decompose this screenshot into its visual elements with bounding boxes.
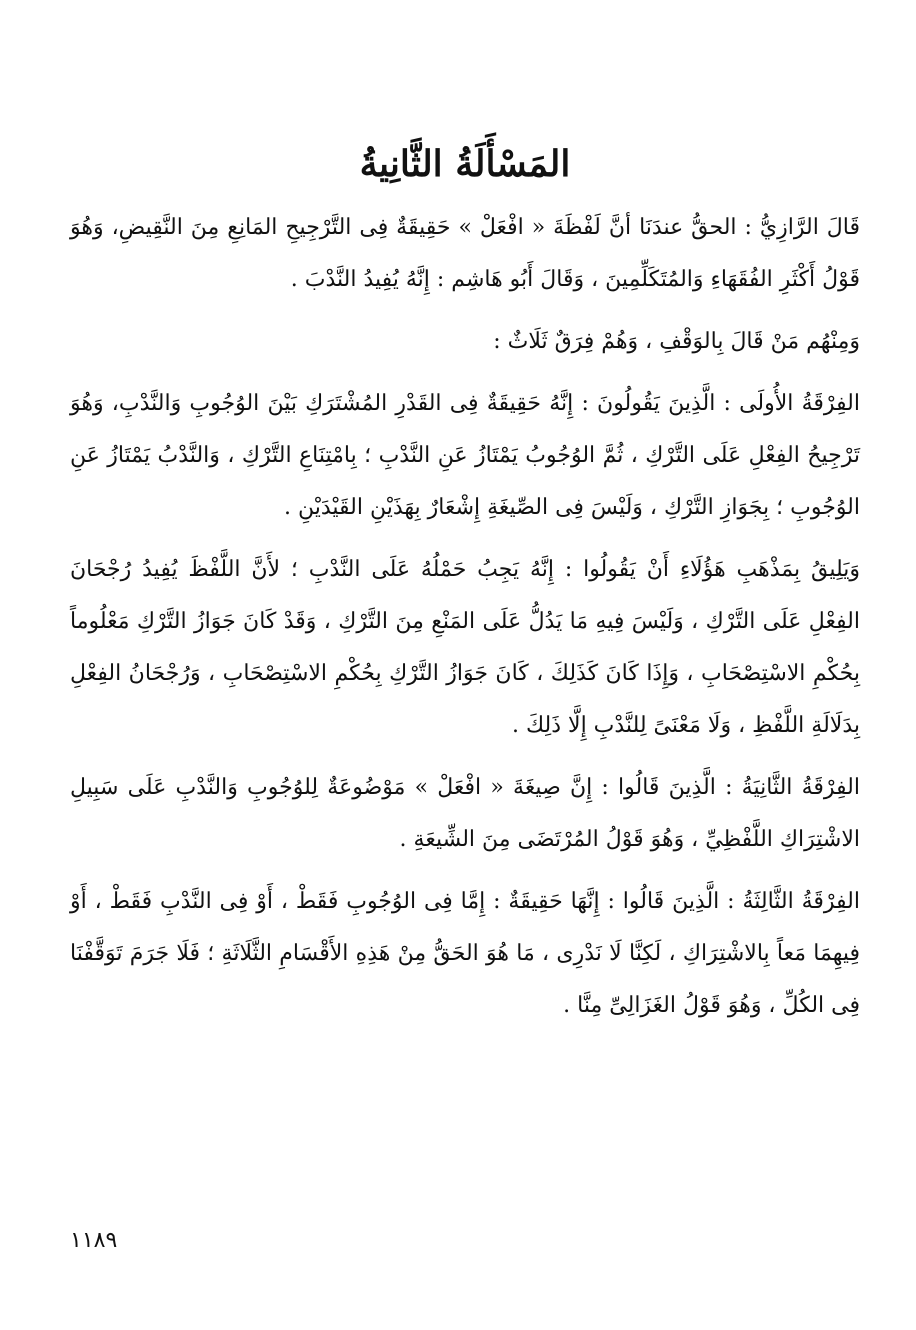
page-number: ١١٨٩ (70, 1228, 118, 1253)
paragraph-first-group-implication: وَيَلِيقُ بِمَذْهَبِ هَؤُلَاءِ أَنْ يَقُولُوا : إِنَّهُ يَجِبُ حَمْلُهُ عَلَى النَّدْبِ ؛ لأَنَّ اللَّفْظَ يُفِيدُ رُجْحَانَ الفِعْلِ عَلَى التَّرْكِ ، وَلَيْسَ فِيهِ مَا يَدُلُّ عَلَى المَنْعِ مِنَ التَّرْكِ ، وَقَدْ كَانَ جَوَازُ التَّرْكِ مَعْلُوماً بِحُكْمِ الاسْتِصْحَابِ ، وَإِذَا كَانَ كَذَلِكَ ، كَانَ جَوَازُ التَّرْكِ بِحُكْمِ الاسْتِصْحَابِ ، وَرُجْحَانُ الفِعْلِ بِدَلَالَةِ اللَّفْظِ ، وَلَا مَعْنَىً لِلنَّدْبِ إِلَّا ذَلِكَ . (70, 557, 861, 738)
paragraph-waqf-intro: وَمِنْهُم مَنْ قَالَ بِالوَقْفِ ، وَهُمْ فِرَقٌ ثَلَاثٌ : (493, 329, 860, 354)
paragraph-third-group: الفِرْقَةُ الثَّالِثَةُ : الَّذِينَ قَالُوا : إِنَّهَا حَقِيقَةٌ : إِمَّا فِى الوُجُوبِ فَقَطْ ، أَوْ فِى النَّدْبِ فَقَطْ ، أَوْ فِيهِمَا مَعاً بِالاشْتِرَاكِ ، لَكِنَّا لَا نَدْرِى ، مَا هُوَ الحَقُّ مِنْ هَذِهِ الأَقْسَامِ الثَّلَاثَةِ ؛ فَلَا جَرَمَ تَوَقَّفْنَا فِى الكُلِّ ، وَهُوَ قَوْلُ الغَزَالِىِّ مِنَّا . (70, 889, 860, 1018)
paragraph-second-group: الفِرْقَةُ الثَّانِيَةُ : الَّذِينَ قَالُوا : إِنَّ صِيغَةَ « افْعَلْ » مَوْضُوعَةٌ لِلوُجُوبِ وَالنَّدْبِ عَلَى سَبِيلِ الاشْتِرَاكِ اللَّفْظِيِّ ، وَهُوَ قَوْلُ المُرْتَضَى مِنَ الشِّيعَةِ . (70, 775, 860, 852)
section-title: المَسْأَلَةُ الثَّانِيةُ (359, 143, 571, 185)
paragraph-first-group: الفِرْقَةُ الأُولَى : الَّذِينَ يَقُولُونَ : إِنَّهُ حَقِيقَةٌ فِى القَدْرِ المُشْتَرَكِ بَيْنَ الوُجُوبِ وَالنَّدْبِ، وَهُوَ تَرْجِيحُ الفِعْلِ عَلَى التَّرْكِ ، ثُمَّ الوُجُوبُ يَمْتَازُ عَنِ النَّدْبِ ؛ بِامْتِنَاعِ التَّرْكِ ، وَالنَّدْبُ يَمْتَازُ عَنِ الوُجُوبِ ؛ بِجَوَازِ التَّرْكِ ، وَلَيْسَ فِى الصِّيغَةِ إِشْعَارٌ بِهَذَيْنِ القَيْدَيْنِ . (70, 391, 860, 520)
paragraph-razi-view: قَالَ الرَّازِيُّ : الحقُّ عندَنَا أنَّ لَفْظَةَ « افْعَلْ » حَقِيقَةٌ فِى التَّرْجِيحِ المَانِعِ مِنَ النَّقِيضِ، وَهُوَ قَوْلُ أَكْثَرِ الفُقَهَاءِ وَالمُتَكَلِّمِينَ ، وَقَالَ أَبُو هَاشِم : إِنَّهُ يُفِيدُ النَّدْبَ . (70, 215, 860, 292)
page-body (70, 140, 860, 1042)
